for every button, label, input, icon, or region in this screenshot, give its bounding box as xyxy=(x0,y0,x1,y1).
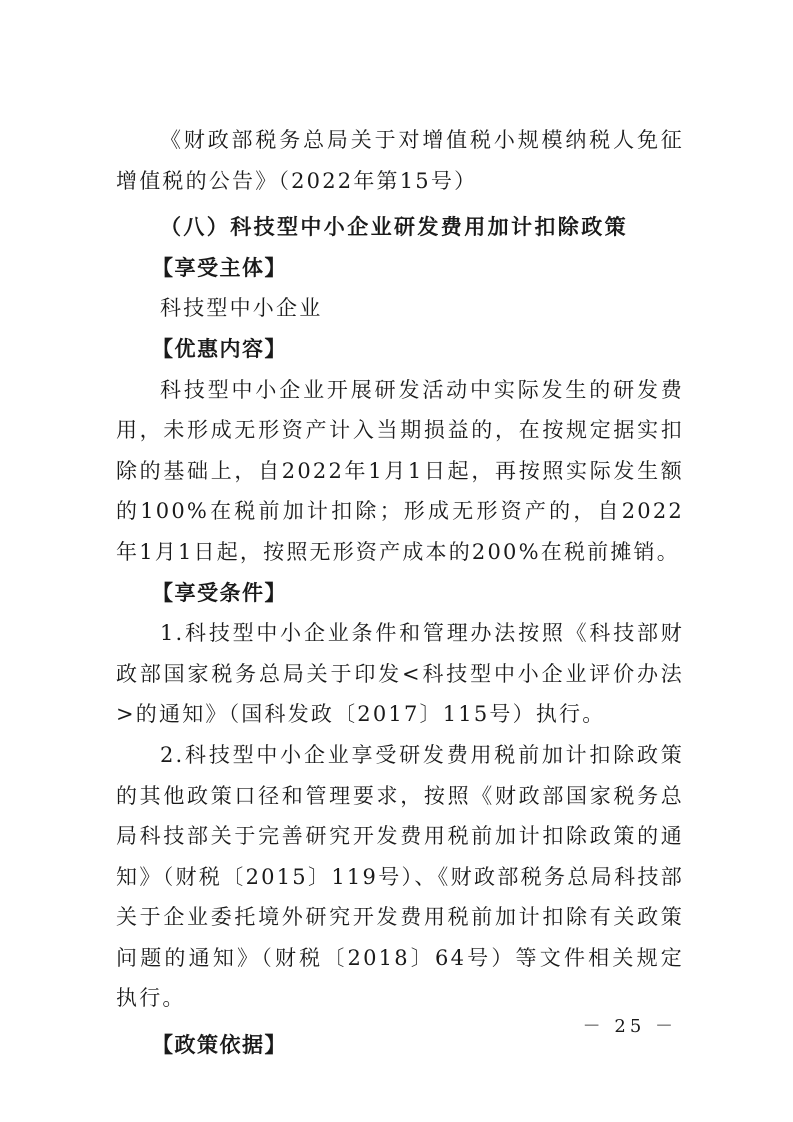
condition-paragraph-2: 2.科技型中小企业享受研发费用税前加计扣除政策的其他政策口径和管理要求，按照《财政部国家税务总局科技部关于完善研究开发费用税前加计扣除政策的通知》（财税〔2015〕119号）、《财政部税务总局科技部关于企业委托境外研究开发费用税前加计扣除有关政策问题的通知》（财税〔2018〕64号）等文件相关规定执行。 xyxy=(116,742,684,1011)
document-body xyxy=(116,120,684,1066)
condition-paragraph-1: 1.科技型中小企业条件和管理办法按照《科技部财政部国家税务总局关于印发<科技型中小企业评价办法>的通知》（国科发政〔2017〕115号）执行。 xyxy=(116,621,684,727)
subheading-benefit-content: 【优惠内容】 xyxy=(152,336,287,361)
subheading-policy-basis: 【政策依据】 xyxy=(152,1033,287,1058)
reference-paragraph: 《财政部税务总局关于对增值税小规模纳税人免征增值税的公告》（2022年第15号） xyxy=(116,128,684,193)
benefit-content-paragraph: 科技型中小企业开展研发活动中实际发生的研发费用，未形成无形资产计入当期损益的，在按规定据实扣除的基础上，自2022年1月1日起，再按照实际发生额的100%在税前加计扣除；形成无形资产的，自2022年1月1日起，按照无形资产成本的200%在税前摊销。 xyxy=(116,377,684,564)
beneficiary-paragraph: 科技型中小企业 xyxy=(160,296,323,321)
section-heading: （八）科技型中小企业研发费用加计扣除政策 xyxy=(160,215,628,240)
page-number: － 25 － xyxy=(582,1016,677,1037)
subheading-beneficiary: 【享受主体】 xyxy=(152,255,287,280)
subheading-conditions: 【享受条件】 xyxy=(152,580,287,605)
